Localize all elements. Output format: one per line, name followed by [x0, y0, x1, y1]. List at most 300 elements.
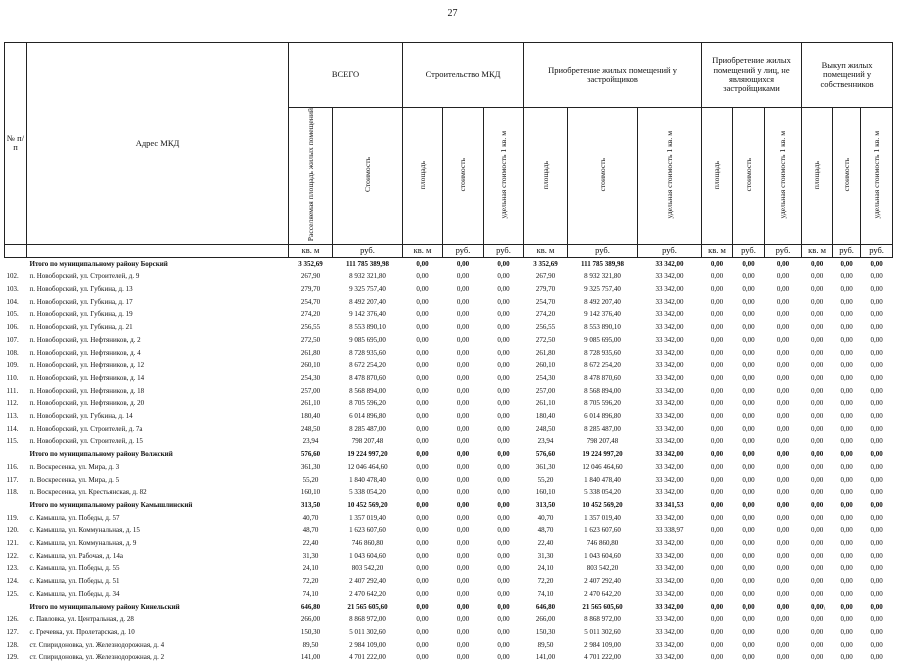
value-cell: 0,00 — [497, 272, 510, 281]
table-row — [5, 512, 893, 525]
table-row — [5, 410, 893, 423]
value-cell: 0,00 — [416, 640, 429, 649]
value-cell: 0,00 — [710, 475, 724, 484]
value-cell: 0,00 — [710, 539, 724, 548]
value-cell: 361,30 — [300, 462, 321, 471]
value-cell: 19 224 997,20 — [347, 450, 388, 459]
value-cell: 0,00 — [840, 589, 853, 598]
value-cell: 0,00 — [840, 551, 853, 560]
value-cell: 0,00 — [497, 462, 510, 471]
value-cell: 0,00 — [710, 653, 724, 662]
value-cell: 10 452 569,20 — [347, 500, 388, 509]
value-cell: 33 342,00 — [655, 285, 684, 294]
value-cell: 0,00 — [416, 373, 429, 382]
value-cell: 0,00 — [742, 589, 755, 598]
value-cell: 798 207,48 — [586, 437, 619, 446]
sub-header — [484, 108, 524, 245]
row-number: 125. — [6, 589, 19, 598]
address-cell: п. Новоборский, ул. Нефтяников, д. 4 — [29, 348, 141, 357]
value-cell: 0,00 — [810, 526, 824, 535]
unit-cell: кв. м — [289, 244, 333, 257]
value-cell: 248,50 — [535, 424, 556, 433]
value-cell: 0,00 — [810, 297, 824, 306]
value-cell: 33 341,53 — [655, 500, 684, 509]
value-cell: 646,80 — [300, 602, 321, 611]
value-cell: 8 478 870,60 — [584, 373, 621, 382]
value-cell: 0,00 — [710, 310, 724, 319]
unit-cell: руб. — [568, 244, 638, 257]
unit-cell-empty — [5, 244, 27, 257]
row-number: 107. — [6, 335, 19, 344]
unit-cell: руб. — [733, 244, 765, 257]
value-cell: 0,00 — [776, 285, 790, 294]
value-cell: 0,00 — [840, 564, 853, 573]
value-cell: 0,00 — [810, 361, 824, 370]
value-cell: 0,00 — [840, 602, 853, 611]
value-cell: 0,00 — [456, 615, 470, 624]
value-cell: 0,00 — [810, 399, 824, 408]
value-cell: 0,00 — [416, 361, 429, 370]
value-cell: 8 553 890,10 — [584, 323, 621, 332]
address-cell: п. Новоборский, ул. Строителей, д. 9 — [29, 272, 140, 281]
value-cell: 0,00 — [710, 564, 724, 573]
value-cell: 21 565 605,60 — [582, 602, 623, 611]
value-cell: 9 142 376,40 — [584, 310, 621, 319]
value-cell: 55,20 — [537, 475, 554, 484]
group-construction-header: Строительство МКД — [403, 43, 524, 108]
value-cell: 19 224 997,20 — [582, 450, 623, 459]
value-cell: 8 868 972,00 — [349, 615, 386, 624]
unit-cell: руб. — [443, 244, 484, 257]
unit-cell: кв. м — [403, 244, 443, 257]
value-cell: 0,00 — [776, 424, 790, 433]
value-cell: 646,80 — [535, 602, 556, 611]
value-cell: 0,00 — [497, 348, 510, 357]
table-row — [5, 537, 893, 550]
value-cell: 0,00 — [497, 424, 510, 433]
value-cell: 0,00 — [810, 564, 824, 573]
value-cell: 74,10 — [302, 589, 319, 598]
value-cell: 0,00 — [456, 450, 470, 459]
table-row — [5, 474, 893, 487]
value-cell: 89,50 — [537, 640, 554, 649]
value-cell: 0,00 — [776, 412, 790, 421]
sub-header-label: удельная стоимость 1 кв. м — [871, 130, 881, 219]
group-purchase-dev-header: Приобретение жилых помещений у застройщиков — [524, 43, 702, 108]
value-cell: 0,00 — [742, 539, 755, 548]
sub-header — [638, 108, 702, 245]
value-cell: 0,00 — [810, 437, 824, 446]
value-cell: 0,00 — [776, 577, 790, 586]
row-number: 104. — [6, 297, 19, 306]
address-cell: с. Камышла, ул. Победы, д. 34 — [29, 589, 120, 598]
value-cell: 9 325 757,40 — [584, 285, 621, 294]
value-cell: 8 492 207,40 — [349, 297, 386, 306]
value-cell: 0,00 — [810, 539, 824, 548]
value-cell: 0,00 — [742, 348, 755, 357]
value-cell: 33 342,00 — [655, 310, 684, 319]
value-cell: 21 565 605,60 — [347, 602, 388, 611]
sub-header-label: стоимость — [743, 157, 753, 192]
value-cell: 1 043 604,60 — [349, 551, 386, 560]
value-cell: 33 342,00 — [655, 386, 684, 395]
value-cell: 0,00 — [710, 488, 724, 497]
value-cell: 0,00 — [416, 462, 429, 471]
value-cell: 0,00 — [742, 437, 755, 446]
value-cell: 0,00 — [742, 335, 755, 344]
value-cell: 8 553 890,10 — [349, 323, 386, 332]
value-cell: 0,00 — [497, 310, 510, 319]
value-cell: 33 342,00 — [655, 259, 684, 268]
unit-cell: кв. м — [802, 244, 833, 257]
value-cell: 274,20 — [535, 310, 556, 319]
value-cell: 9 325 757,40 — [349, 285, 386, 294]
value-cell: 746 860,80 — [586, 539, 619, 548]
value-cell: 0,00 — [776, 348, 790, 357]
value-cell: 0,00 — [870, 628, 883, 636]
value-cell: 0,00 — [456, 437, 470, 446]
value-cell: 0,00 — [416, 297, 429, 306]
value-cell: 260,10 — [535, 361, 556, 370]
value-cell: 0,00 — [710, 551, 724, 560]
value-cell: 33 342,00 — [655, 577, 684, 586]
value-cell: 0,00 — [456, 373, 470, 382]
value-cell: 798 207,48 — [351, 437, 384, 446]
value-cell: 0,00 — [810, 475, 824, 484]
value-cell: 3 352,69 — [533, 259, 558, 268]
value-cell: 0,00 — [456, 310, 470, 319]
value-cell: 0,00 — [497, 297, 510, 306]
value-cell: 0,00 — [742, 526, 755, 535]
value-cell: 0,00 — [840, 526, 853, 535]
value-cell: 89,50 — [302, 640, 319, 649]
value-cell: 72,20 — [537, 577, 554, 586]
district-total-row — [5, 601, 893, 614]
group-buyout-header: Выкуп жилых помещений у собственников — [802, 43, 893, 108]
sub-header — [833, 108, 861, 245]
value-cell: 0,00 — [776, 373, 790, 382]
value-cell: 33 342,00 — [655, 424, 684, 433]
address-cell: с. Камышла, ул. Победы, д. 51 — [29, 577, 120, 586]
value-cell: 2 470 642,20 — [584, 589, 621, 598]
value-cell: 8 492 207,40 — [584, 297, 621, 306]
district-total-label: Итого по муниципальному району Кинельский — [29, 602, 180, 611]
value-cell: 33 342,00 — [655, 564, 684, 573]
value-cell: 0,00 — [416, 615, 429, 624]
value-cell: 0,00 — [810, 589, 824, 598]
address-cell: п. Новоборский, ул. Строителей, д. 15 — [29, 437, 143, 446]
value-cell: 0,00 — [416, 450, 429, 459]
row-number — [5, 448, 27, 461]
address-cell: п. Воскресенка, ул. Крестьянская, д. 82 — [29, 488, 147, 497]
value-cell: 0,00 — [776, 323, 790, 332]
value-cell: 0,00 — [710, 628, 724, 636]
value-cell: 0,00 — [840, 361, 853, 370]
value-cell: 0,00 — [456, 589, 470, 598]
row-number: 115. — [6, 437, 19, 446]
value-cell: 0,00 — [870, 373, 883, 382]
value-cell: 0,00 — [416, 539, 429, 548]
district-total-label: Итого по муниципальному району Борский — [29, 259, 168, 268]
value-cell: 0,00 — [870, 285, 883, 294]
value-cell: 0,00 — [776, 488, 790, 497]
value-cell: 5 338 054,20 — [349, 488, 386, 497]
table-row — [5, 575, 893, 588]
value-cell: 254,30 — [535, 373, 556, 382]
value-cell: 40,70 — [302, 513, 319, 522]
table-row — [5, 308, 893, 321]
value-cell: 0,00 — [710, 323, 724, 332]
value-cell: 72,20 — [302, 577, 319, 586]
value-cell: 33 342,00 — [655, 513, 684, 522]
district-total-row — [5, 448, 893, 461]
value-cell: 257,00 — [300, 386, 321, 395]
value-cell: 0,00 — [810, 272, 824, 281]
value-cell: 0,00 — [776, 564, 790, 573]
value-cell: 0,00 — [840, 335, 853, 344]
value-cell: 0,00 — [776, 399, 790, 408]
value-cell: 0,00 — [710, 589, 724, 598]
value-cell: 0,00 — [497, 259, 510, 268]
value-cell: 33 342,00 — [655, 551, 684, 560]
address-cell: п. Новоборский, ул. Нефтяников, д. 2 — [29, 335, 141, 344]
value-cell: 0,00 — [710, 386, 724, 395]
value-cell: 0,00 — [870, 500, 883, 509]
value-cell: 0,00 — [416, 628, 429, 636]
table-row — [5, 347, 893, 360]
value-cell: 0,00 — [776, 259, 790, 268]
table-row — [5, 296, 893, 309]
address-cell: п. Новоборский, ул. Губкина, д. 13 — [29, 285, 133, 294]
value-cell: 22,40 — [537, 539, 554, 548]
value-cell: 0,00 — [870, 539, 883, 548]
value-cell: 0,00 — [456, 640, 470, 649]
value-cell: 266,00 — [535, 615, 556, 624]
value-cell: 24,10 — [537, 564, 554, 573]
value-cell: 0,00 — [497, 412, 510, 421]
value-cell: 0,00 — [870, 323, 883, 332]
value-cell: 0,00 — [497, 475, 510, 484]
sub-header-label: Расселяемая площадь жилых помещений — [305, 108, 315, 242]
table-row — [5, 372, 893, 385]
sub-header — [568, 108, 638, 245]
corner-mark: \ — [823, 603, 826, 612]
value-cell: 33 342,00 — [655, 539, 684, 548]
sub-header-label: удельная стоимость 1 кв. м — [778, 130, 788, 219]
value-cell: 0,00 — [870, 348, 883, 357]
value-cell: 1 357 019,40 — [349, 513, 386, 522]
value-cell: 33 342,00 — [655, 412, 684, 421]
row-number: 112. — [6, 399, 19, 408]
value-cell: 0,00 — [776, 272, 790, 281]
value-cell: 0,00 — [497, 602, 510, 611]
value-cell: 0,00 — [840, 462, 853, 471]
sub-header-label: удельная стоимость 1 кв. м — [498, 130, 508, 219]
value-cell: 0,00 — [497, 437, 510, 446]
value-cell: 0,00 — [710, 272, 724, 281]
value-cell: 0,00 — [456, 628, 470, 636]
value-cell: 0,00 — [497, 577, 510, 586]
value-cell: 0,00 — [870, 551, 883, 560]
address-cell: п. Новоборский, ул. Строителей, д. 7а — [29, 424, 143, 433]
value-cell: 0,00 — [710, 513, 724, 522]
value-cell: 0,00 — [840, 297, 853, 306]
value-cell: 2 984 109,00 — [584, 640, 621, 649]
value-cell: 0,00 — [742, 373, 755, 382]
value-cell: 160,10 — [535, 488, 556, 497]
value-cell: 0,00 — [870, 297, 883, 306]
row-number: 129. — [6, 653, 19, 662]
address-cell: ст. Спиридоновка, ул. Железнодорожная, д. 2 — [29, 653, 165, 662]
value-cell: 0,00 — [840, 450, 853, 459]
value-cell: 0,00 — [776, 615, 790, 624]
value-cell: 4 701 222,00 — [349, 653, 386, 662]
row-number: 109. — [6, 361, 19, 370]
value-cell: 0,00 — [456, 386, 470, 395]
value-cell: 23,94 — [302, 437, 319, 446]
value-cell: 0,00 — [456, 602, 470, 611]
value-cell: 0,00 — [742, 513, 755, 522]
sub-header-label: стоимость — [458, 157, 468, 192]
value-cell: 0,00 — [776, 361, 790, 370]
district-total-row — [5, 499, 893, 512]
value-cell: 0,00 — [840, 513, 853, 522]
value-cell: 9 085 695,00 — [584, 335, 621, 344]
value-cell: 74,10 — [537, 589, 554, 598]
value-cell: 266,00 — [300, 615, 321, 624]
value-cell: 0,00 — [742, 361, 755, 370]
value-cell: 0,00 — [416, 437, 429, 446]
value-cell: 0,00 — [456, 335, 470, 344]
value-cell: 0,00 — [497, 513, 510, 522]
value-cell: 0,00 — [776, 500, 790, 509]
value-cell: 0,00 — [742, 310, 755, 319]
value-cell: 0,00 — [840, 373, 853, 382]
value-cell: 0,00 — [497, 628, 510, 636]
sub-header-label: стоимость — [597, 157, 607, 192]
value-cell: 1 357 019,40 — [584, 513, 621, 522]
value-cell: 0,00 — [416, 564, 429, 573]
address-cell: с. Камышла, ул. Победы, д. 57 — [29, 513, 120, 522]
sub-header — [289, 108, 333, 245]
value-cell: 6 014 896,80 — [584, 412, 621, 421]
value-cell: 1 840 478,40 — [349, 475, 386, 484]
value-cell: 0,00 — [742, 488, 755, 497]
value-cell: 0,00 — [870, 259, 883, 268]
value-cell: 0,00 — [810, 386, 824, 395]
value-cell: 0,00 — [870, 602, 883, 611]
value-cell: 261,10 — [535, 399, 556, 408]
row-number: 120. — [6, 526, 19, 535]
value-cell: 0,00 — [416, 551, 429, 560]
row-number: 103. — [6, 285, 19, 294]
value-cell: 0,00 — [840, 539, 853, 548]
value-cell: 0,00 — [710, 412, 724, 421]
table-row — [5, 639, 893, 652]
row-number: 110. — [6, 373, 19, 382]
row-number: 124. — [6, 577, 19, 586]
value-cell: 0,00 — [742, 577, 755, 586]
value-cell: 576,60 — [535, 450, 556, 459]
row-number: 117. — [6, 475, 19, 484]
value-cell: 0,00 — [416, 412, 429, 421]
value-cell: 8 285 487,00 — [584, 424, 621, 433]
value-cell: 0,00 — [742, 424, 755, 433]
value-cell: 0,00 — [710, 335, 724, 344]
value-cell: 0,00 — [742, 475, 755, 484]
value-cell: 0,00 — [456, 577, 470, 586]
value-cell: 0,00 — [497, 285, 510, 294]
value-cell: 0,00 — [870, 399, 883, 408]
value-cell: 0,00 — [710, 297, 724, 306]
sub-header — [443, 108, 484, 245]
value-cell: 0,00 — [742, 412, 755, 421]
value-cell: 803 542,20 — [586, 564, 619, 573]
table-row — [5, 524, 893, 537]
address-cell: п. Новоборский, ул. Нефтяников, д. 18 — [29, 386, 145, 395]
value-cell: 0,00 — [710, 577, 724, 586]
value-cell: 8 932 321,80 — [584, 272, 621, 281]
table-row — [5, 423, 893, 436]
value-cell: 0,00 — [456, 323, 470, 332]
value-cell: 0,00 — [497, 539, 510, 548]
row-number: 116. — [6, 462, 19, 471]
value-cell: 2 407 292,40 — [349, 577, 386, 586]
value-cell: 0,00 — [776, 297, 790, 306]
value-cell: 0,00 — [840, 488, 853, 497]
value-cell: 0,00 — [742, 653, 755, 662]
address-cell: п. Новоборский, ул. Нефтяников, д. 20 — [29, 399, 145, 408]
address-cell: п. Новоборский, ул. Губкина, д. 19 — [29, 310, 133, 319]
value-cell: 254,70 — [535, 297, 556, 306]
value-cell: 0,00 — [456, 526, 470, 535]
page-number: 27 — [447, 8, 458, 19]
mkd-resettlement-table — [4, 42, 893, 664]
sub-header — [333, 108, 403, 245]
value-cell: 160,10 — [300, 488, 321, 497]
value-cell: 1 043 604,60 — [584, 551, 621, 560]
value-cell: 0,00 — [456, 564, 470, 573]
value-cell: 261,10 — [300, 399, 321, 408]
value-cell: 9 085 695,00 — [349, 335, 386, 344]
value-cell: 0,00 — [870, 424, 883, 433]
value-cell: 272,50 — [300, 335, 321, 344]
value-cell: 0,00 — [870, 450, 883, 459]
value-cell: 0,00 — [870, 589, 883, 598]
value-cell: 8 672 254,20 — [349, 361, 386, 370]
value-cell: 0,00 — [456, 475, 470, 484]
value-cell: 0,00 — [742, 462, 755, 471]
value-cell: 0,00 — [840, 577, 853, 586]
value-cell: 279,70 — [535, 285, 556, 294]
value-cell: 0,00 — [710, 500, 724, 509]
units-row — [5, 244, 893, 257]
value-cell: 141,00 — [300, 653, 321, 662]
value-cell: 1 623 607,60 — [584, 526, 621, 535]
table-row — [5, 334, 893, 347]
value-cell: 31,30 — [537, 551, 554, 560]
address-cell: с. Гречевка, ул. Пролетарская, д. 10 — [29, 628, 135, 636]
value-cell: 0,00 — [416, 386, 429, 395]
value-cell: 12 046 464,60 — [582, 462, 623, 471]
value-cell: 0,00 — [456, 412, 470, 421]
value-cell: 0,00 — [840, 412, 853, 421]
value-cell: 0,00 — [776, 450, 790, 459]
value-cell: 0,00 — [840, 615, 853, 624]
value-cell: 0,00 — [416, 577, 429, 586]
value-cell: 150,30 — [535, 628, 556, 636]
value-cell: 0,00 — [776, 437, 790, 446]
